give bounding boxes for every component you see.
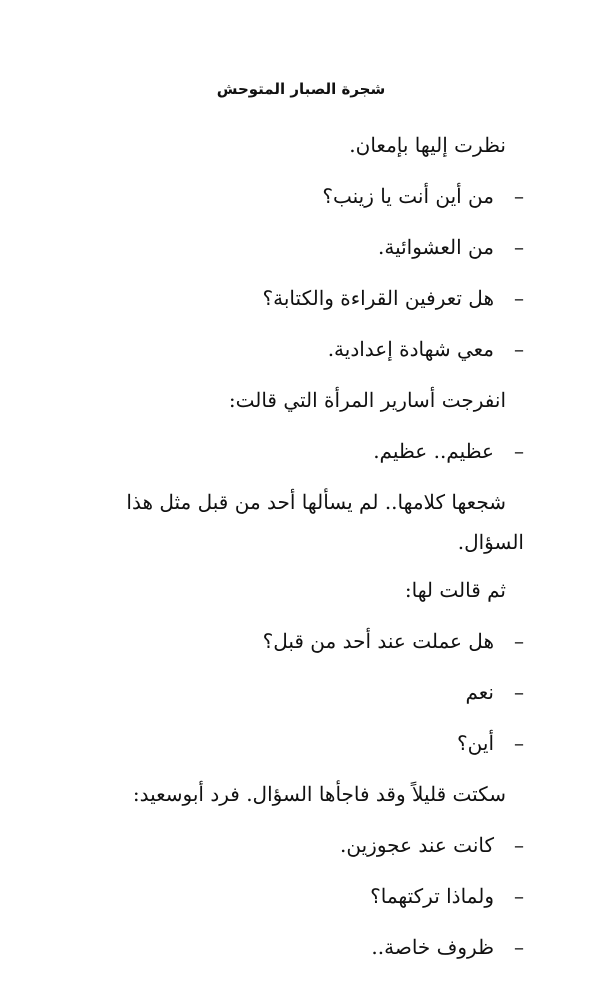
dialogue-text: ولماذا تركتهما؟ — [370, 884, 494, 908]
chapter-title: شجرة الصبار المتوحش — [216, 80, 386, 98]
dialogue-dash: – — [514, 833, 524, 857]
dialogue-dash: – — [514, 884, 524, 908]
dialogue-text: كانت عند عجوزين. — [340, 833, 494, 857]
paragraph — [76, 489, 524, 555]
dialogue-line — [76, 438, 524, 464]
paragraph — [76, 781, 524, 807]
dialogue-line — [76, 730, 524, 756]
dialogue-dash: – — [514, 439, 524, 463]
dialogue-line — [76, 679, 524, 705]
dialogue-line — [76, 336, 524, 362]
paragraph-text-continuation: السؤال. — [457, 530, 524, 554]
paragraph — [76, 387, 524, 413]
dialogue-line — [76, 234, 524, 260]
paragraph-text: ثم قالت لها: — [404, 578, 506, 602]
paragraph — [76, 132, 524, 158]
text-body — [76, 132, 524, 985]
paragraph-text: شجعها كلامها.. لم يسألها أحد من قبل مثل هذا — [126, 490, 506, 514]
dialogue-dash: – — [514, 286, 524, 310]
dialogue-text: عظيم.. عظيم. — [373, 439, 494, 463]
paragraph — [76, 577, 524, 603]
dialogue-line — [76, 883, 524, 909]
dialogue-line — [76, 628, 524, 654]
dialogue-dash: – — [514, 935, 524, 959]
dialogue-dash: – — [514, 337, 524, 361]
paragraph-text: نظرت إليها بإمعان. — [349, 133, 506, 157]
dialogue-dash: – — [514, 680, 524, 704]
dialogue-dash: – — [514, 731, 524, 755]
paragraph-text: انفرجت أسارير المرأة التي قالت: — [228, 388, 506, 412]
dialogue-dash: – — [514, 629, 524, 653]
dialogue-text: من العشوائية. — [377, 235, 494, 259]
dialogue-text: ظروف خاصة.. — [371, 935, 494, 959]
dialogue-line — [76, 832, 524, 858]
dialogue-text: أين؟ — [457, 731, 494, 755]
dialogue-text: معي شهادة إعدادية. — [327, 337, 494, 361]
paragraph-text: سكتت قليلاً وقد فاجأها السؤال. فرد أبوسعيد: — [132, 782, 506, 806]
dialogue-text: من أين أنت يا زينب؟ — [322, 184, 494, 208]
dialogue-text: نعم — [465, 680, 494, 704]
dialogue-dash: – — [514, 184, 524, 208]
dialogue-line — [76, 285, 524, 311]
dialogue-text: هل تعرفين القراءة والكتابة؟ — [262, 286, 494, 310]
dialogue-line — [76, 183, 524, 209]
dialogue-line — [76, 934, 524, 960]
dialogue-text: هل عملت عند أحد من قبل؟ — [262, 629, 494, 653]
dialogue-dash: – — [514, 235, 524, 259]
